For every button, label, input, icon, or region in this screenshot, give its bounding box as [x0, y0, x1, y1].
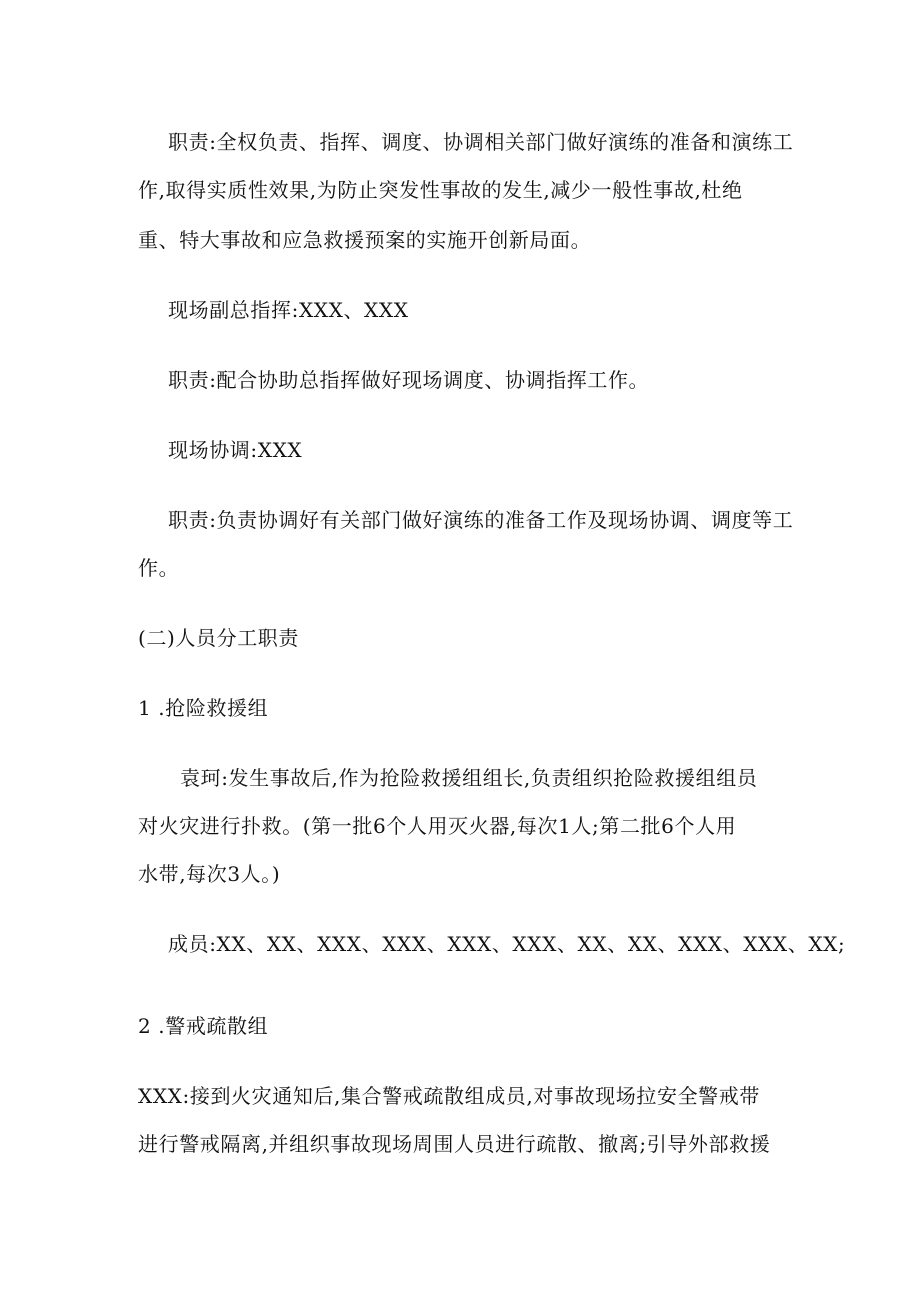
rescue-group-desc-line-1: 袁珂:发生事故后,作为抢险救援组组长,负责组织抢险救援组组员 — [180, 766, 758, 790]
coordinator-line: 现场协调:XXX — [168, 438, 303, 462]
duty-commander-line-2: 作,取得实质性效果,为防止突发性事故的发生,减少一般性事故,杜绝 — [138, 178, 743, 202]
rescue-group-desc-line-2: 对火灾进行扑救。(第一批6个人用灭火器,每次1人;第二批6个人用 — [138, 814, 737, 838]
heading-rescue-group: 1 .抢险救援组 — [138, 696, 269, 720]
evacuation-group-desc-line-2: 进行警戒隔离,并组织事故现场周围人员进行疏散、撤离;引导外部救援 — [138, 1132, 771, 1156]
duty-deputy-line: 职责:配合协助总指挥做好现场调度、协调指挥工作。 — [168, 368, 650, 392]
section-heading-staff-duties: (二)人员分工职责 — [138, 626, 300, 650]
rescue-group-desc-line-3: 水带,每次3人。) — [138, 862, 281, 886]
deputy-commander-line: 现场副总指挥:XXX、XXX — [168, 298, 409, 322]
duty-coordinator-line-2: 作。 — [138, 556, 180, 580]
rescue-group-members: 成员:XX、XX、XXX、XXX、XXX、XXX、XX、XX、XXX、XXX、XX; — [168, 932, 846, 956]
duty-commander-line-1: 职责:全权负责、指挥、调度、协调相关部门做好演练的准备和演练工 — [168, 130, 794, 154]
duty-commander-line-3: 重、特大事故和应急救援预案的实施开创新局面。 — [138, 228, 592, 252]
heading-evacuation-group: 2 .警戒疏散组 — [138, 1014, 269, 1038]
evacuation-group-desc-line-1: XXX:接到火灾通知后,集合警戒疏散组成员,对事故现场拉安全警戒带 — [138, 1084, 760, 1108]
duty-coordinator-line-1: 职责:负责协调好有关部门做好演练的准备工作及现场协调、调度等工 — [168, 508, 794, 532]
